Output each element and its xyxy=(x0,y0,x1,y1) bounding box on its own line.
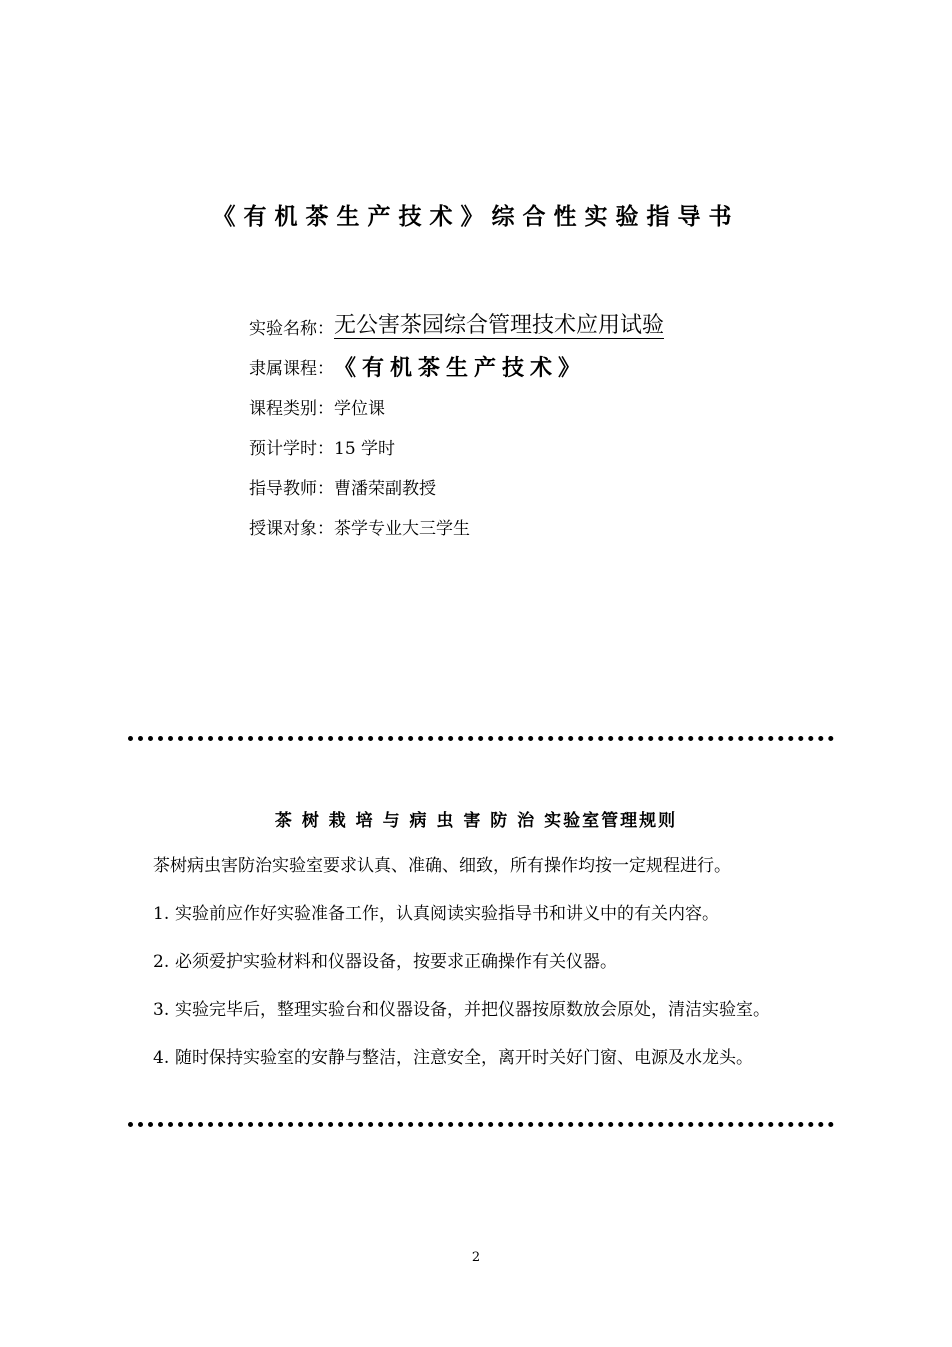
info-row-course-type xyxy=(249,386,664,426)
info-label: 指导教师： xyxy=(249,478,334,499)
info-label: 隶属课程： xyxy=(249,358,334,379)
rule-item xyxy=(153,898,853,946)
hours-value: 15 学时 xyxy=(334,438,396,459)
page-number: 2 xyxy=(471,1250,481,1265)
rule-text: 实验完毕后，整理实验台和仪器设备，并把仪器按原数放会原处，清洁实验室。 xyxy=(175,1000,770,1020)
experiment-info xyxy=(249,306,664,546)
document-title: 《有机茶生产技术》综合性实验指导书 xyxy=(212,204,740,230)
info-label: 课程类别： xyxy=(249,398,334,419)
instructor-value: 曹潘荣副教授 xyxy=(334,478,436,499)
rule-item xyxy=(153,946,853,994)
info-row-hours xyxy=(249,426,664,466)
rule-number: 3. xyxy=(153,1000,170,1020)
rule-text: 随时保持实验室的安静与整洁，注意安全，离开时关好门窗、电源及水龙头。 xyxy=(175,1048,753,1068)
course-value: 《有机茶生产技术》 xyxy=(334,355,587,381)
rule-number: 1. xyxy=(153,904,170,924)
dotted-divider-bottom xyxy=(128,1122,834,1127)
info-label: 预计学时： xyxy=(249,438,334,459)
rule-text: 实验前应作好实验准备工作，认真阅读实验指导书和讲义中的有关内容。 xyxy=(175,904,719,924)
info-label: 授课对象： xyxy=(249,518,334,539)
rule-item xyxy=(153,994,853,1042)
rules-title: 茶 树 栽 培 与 病 虫 害 防 治 实验室管理规则 xyxy=(274,811,678,831)
info-row-instructor xyxy=(249,466,664,506)
experiment-name-value: 无公害茶园综合管理技术应用试验 xyxy=(334,312,665,338)
rule-text: 必须爱护实验材料和仪器设备，按要求正确操作有关仪器。 xyxy=(175,952,617,972)
rule-number: 2. xyxy=(153,952,170,972)
info-row-audience xyxy=(249,506,664,546)
dotted-divider-top xyxy=(128,736,834,741)
audience-value: 茶学专业大三学生 xyxy=(334,518,470,539)
info-label: 实验名称： xyxy=(249,318,334,339)
rule-item xyxy=(153,1042,853,1090)
info-row-experiment-name xyxy=(249,306,664,346)
info-row-course xyxy=(249,346,664,386)
rule-number: 4. xyxy=(153,1048,170,1068)
course-type-value: 学位课 xyxy=(334,398,385,419)
rules-intro: 茶树病虫害防治实验室要求认真、准确、细致，所有操作均按一定规程进行。 xyxy=(153,856,731,876)
rules-section xyxy=(153,850,853,1090)
